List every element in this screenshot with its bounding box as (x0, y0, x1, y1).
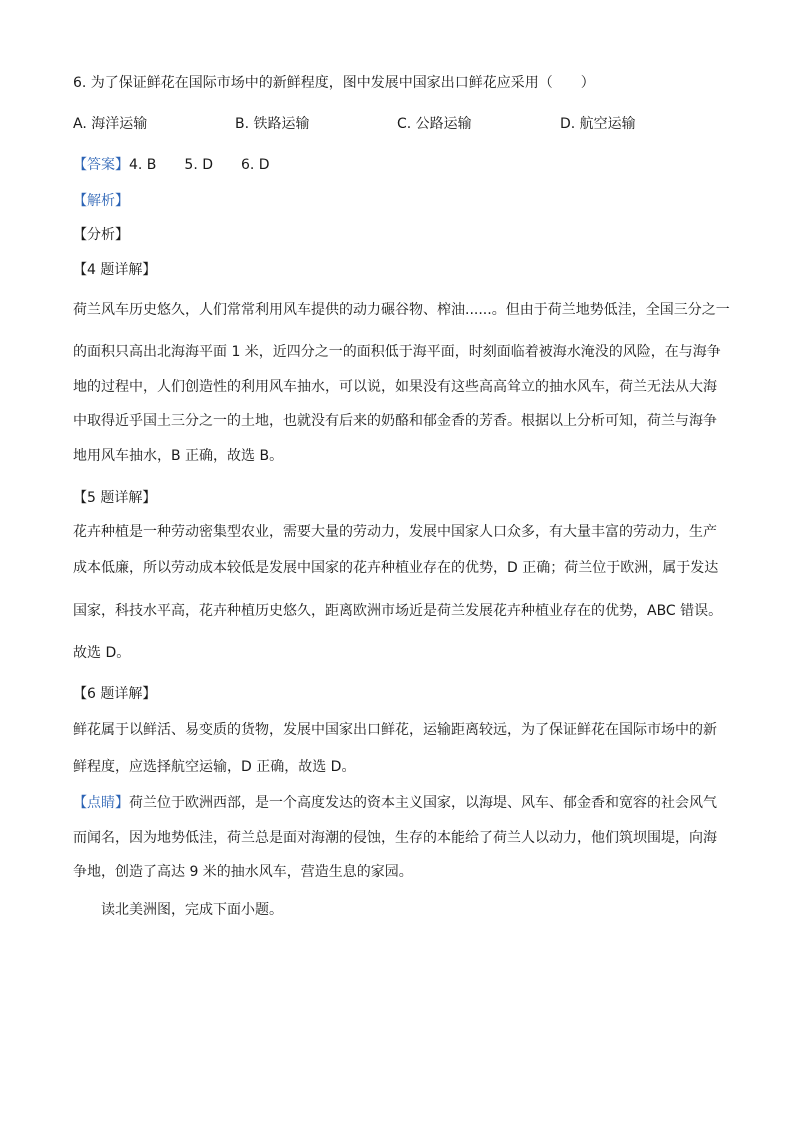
q5-heading: 【5 题详解】 (73, 490, 157, 506)
q4-line: 中取得近乎国土三分之一的土地，也就没有后来的奶酪和郁金香的芳香。根据以上分析可知，荷兰与海争 (73, 413, 717, 429)
option-d: D. 航空运输 (560, 116, 636, 132)
dianjing-line: 而闻名，因为地势低洼，荷兰总是面对海潮的侵蚀，生存的本能给了荷兰人以动力，他们筑坝围堤，向海 (73, 830, 717, 846)
q6-heading: 【6 题详解】 (73, 686, 157, 702)
answer-line (73, 155, 270, 175)
q4-heading: 【4 题详解】 (73, 262, 157, 278)
q4-line: 的面积只高出北海海平面 1 米，近四分之一的面积低于海平面，时刻面临着被海水淹没的风险，在与海争 (73, 344, 721, 360)
q4-line: 荷兰风车历史悠久，人们常常利用风车提供的动力碾谷物、榨油......。但由于荷兰地势低洼，全国三分之一 (73, 302, 730, 318)
fenxi-label: 【分析】 (73, 227, 129, 243)
q5-line: 故选 D。 (73, 645, 131, 661)
option-c: C. 公路运输 (397, 116, 472, 132)
q5-line: 国家，科技水平高，花卉种植历史悠久，距离欧洲市场近是荷兰发展花卉种植业存在的优势，ABC 错误。 (73, 603, 723, 619)
q5-line: 成本低廉，所以劳动成本较低是发展中国家的花卉种植业存在的优势，D 正确；荷兰位于欧洲，属于发达 (73, 560, 719, 576)
dianjing-first: 荷兰位于欧洲西部，是一个高度发达的资本主义国家，以海堤、风车、郁金香和宽容的社会风气 (129, 795, 717, 811)
answer-label: 【答案】 (73, 157, 129, 173)
option-b: B. 铁路运输 (235, 116, 310, 132)
q5-line: 花卉种植是一种劳动密集型农业，需要大量的劳动力，发展中国家人口众多，有大量丰富的劳动力，生产 (73, 524, 717, 540)
question-6: 6. 为了保证鲜花在国际市场中的新鲜程度，图中发展中国家出口鲜花应采用（ ） (73, 75, 595, 91)
dianjing-label: 【点睛】 (73, 795, 129, 811)
analysis-label: 【解析】 (73, 193, 129, 209)
q4-line: 地的过程中，人们创造性的利用风车抽水，可以说，如果没有这些高高耸立的抽水风车，荷兰无法从大海 (73, 379, 717, 395)
dianjing-line: 争地，创造了高达 9 米的抽水风车，营造生息的家园。 (73, 864, 413, 880)
q6-line: 鲜花属于以鲜活、易变质的货物，发展中国家出口鲜花，运输距离较远，为了保证鲜花在国际市场中的新 (73, 722, 717, 738)
answer-value: 4. B 5. D 6. D (129, 157, 270, 173)
q6-line: 鲜程度，应选择航空运输，D 正确，故选 D。 (73, 759, 356, 775)
option-a: A. 海洋运输 (73, 116, 148, 132)
dianjing-line (73, 793, 717, 813)
next-prompt: 读北美洲图，完成下面小题。 (101, 902, 283, 918)
q4-line: 地用风车抽水，B 正确，故选 B。 (73, 448, 284, 464)
